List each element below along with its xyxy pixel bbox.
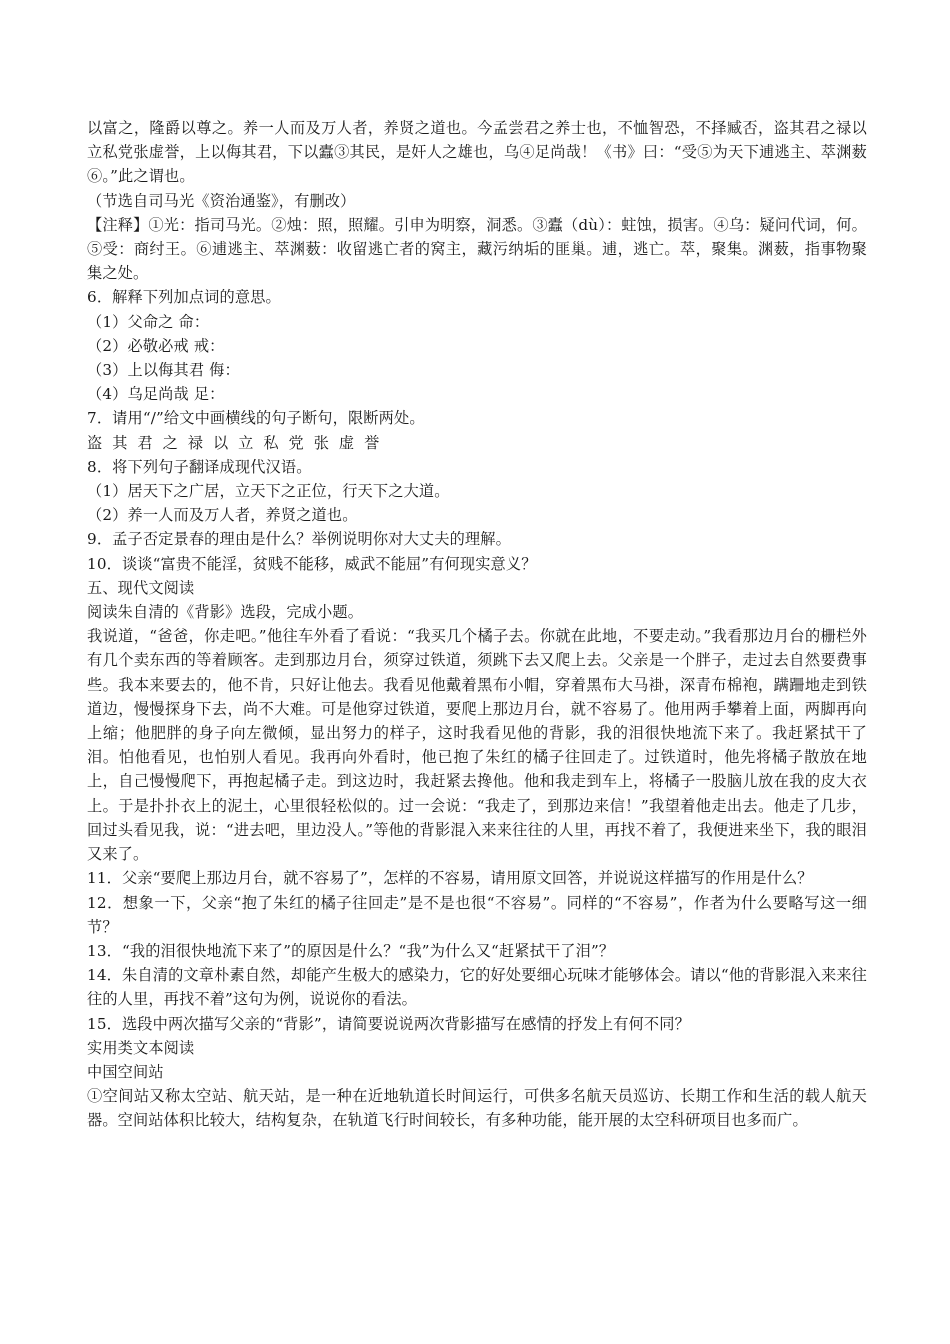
beiying-passage: 我说道，“爸爸，你走吧。”他往车外看了看说：“我买几个橘子去。你就在此地，不要走动。”我看那边月台的栅栏外有几个卖东西的等着顾客。走到那边月台，须穿过铁道，须跳下去又爬上去。父亲是一个胖子，走过去自然要费事些。我本来要去的，他不肯，只好让他去。我看见他戴着黑布小帽，穿着黑布大马褂，深青布棉袍，蹒跚地走到铁道边，慢慢探身下去，尚不大难。可是他穿过铁道，要爬上那边月台，就不容易了。他用两手攀着上面，两脚再向上缩；他肥胖的身子向左微倾，显出努力的样子，这时我看见他的背影，我的泪很快地流下来了。我赶紧拭干了泪。怕他看见，也怕别人看见。我再向外看时，他已抱了朱红的橘子往回走了。过铁道时，他先将橘子散放在地上，自己慢慢爬下，再抱起橘子走。到这边时，我赶紧去搀他。他和我走到车上，将橘子一股脑儿放在我的皮大衣上。于是扑扑衣上的泥土，心里很轻松似的。过一会说：“我走了，到那边来信！”我望着他走出去。他走了几步，回过头看见我，说：“进去吧，里边没人。”等他的背影混入来来往往的人里，再找不着了，我便进来坐下，我的眼泪又来了。 [87,627,867,864]
passage-source: （节选自司马光《资治通鉴》，有删改） [87,191,356,210]
document-body [87,116,867,1133]
question-6-item-2: （2）必敬必戒 戒： [87,336,225,355]
question-6-item-4: （4）乌足尚哉 足： [87,385,225,404]
question-6: 6．解释下列加点词的意思。 [87,288,281,307]
question-7-sentence: 盗其君之禄以立私党张虚誉 [87,433,390,452]
annotation: 【注释】①光：指司马光。②烛：照，照耀。引申为明察，洞悉。③蠹（dù）：蛀蚀，损害。④乌：疑问代词，何。⑤受：商纣王。⑥逋逃主、萃渊薮：收留逃亡者的窝主，藏污纳垢的匪巢。逋，逃亡。萃，聚集。渊薮，指事物聚集之处。 [87,215,867,283]
question-8-item-1: （1）居天下之广居，立天下之正位，行天下之大道。 [87,482,450,501]
question-9: 9．孟子否定景春的理由是什么？举例说明你对大丈夫的理解。 [87,530,511,549]
question-11: 11．父亲“要爬上那边月台，就不容易了”，怎样的不容易，请用原文回答，并说说这样描写的作用是什么？ [87,869,813,888]
passage-continuation: 以富之，隆爵以尊之。养一人而及万人者，养贤之道也。今孟尝君之养士也，不恤智恐，不择臧否，盗其君之禄以立私党张虚誉，上以侮其君，下以蠹③其民，是奸人之雄也，乌④足尚哉！《书》曰：“受⑤为天下逋逃主、萃渊薮⑥。”此之谓也。 [87,119,867,186]
article-paragraph-1: ①空间站又称太空站、航天站，是一种在近地轨道长时间运行，可供多名航天员巡访、长期工作和生活的载人航天器。空间站体积比较大，结构复杂，在轨道飞行时间较长，有多种功能，能开展的太空科研项目也多而广。 [87,1087,867,1130]
section-5-heading: 五、现代文阅读 [87,578,195,597]
question-12: 12．想象一下，父亲“抱了朱红的橘子往回走”是不是也很“不容易”。同样的“不容易”，作者为什么要略写这一细节？ [87,893,867,936]
question-7: 7．请用“/”给文中画横线的句子断句，限断两处。 [87,409,425,428]
question-15: 15．选段中两次描写父亲的“背影”，请简要说说两次背影描写在感情的抒发上有何不同？ [87,1014,690,1033]
question-6-item-3: （3）上以侮其君 侮： [87,361,240,380]
question-8-item-2: （2）养一人而及万人者，养贤之道也。 [87,506,358,525]
question-8: 8．将下列句子翻译成现代汉语。 [87,457,312,476]
question-6-item-1: （1）父命之 命： [87,312,210,331]
reading-instruction: 阅读朱自清的《背影》选段，完成小题。 [87,603,364,622]
question-14: 14．朱自清的文章朴素自然，却能产生极大的感染力，它的好处要细心玩味才能够体会。请以“他的背影混入来来往往的人里，再找不着”这句为例，说说你的看法。 [87,966,867,1009]
practical-reading-heading: 实用类文本阅读 [87,1038,195,1057]
question-13: 13．“我的泪很快地流下来了”的原因是什么？“我”为什么又“赶紧拭干了泪”？ [87,941,615,960]
article-title: 中国空间站 [87,1062,164,1081]
question-10: 10．谈谈“富贵不能淫，贫贱不能移，威武不能屈”有何现实意义？ [87,554,537,573]
